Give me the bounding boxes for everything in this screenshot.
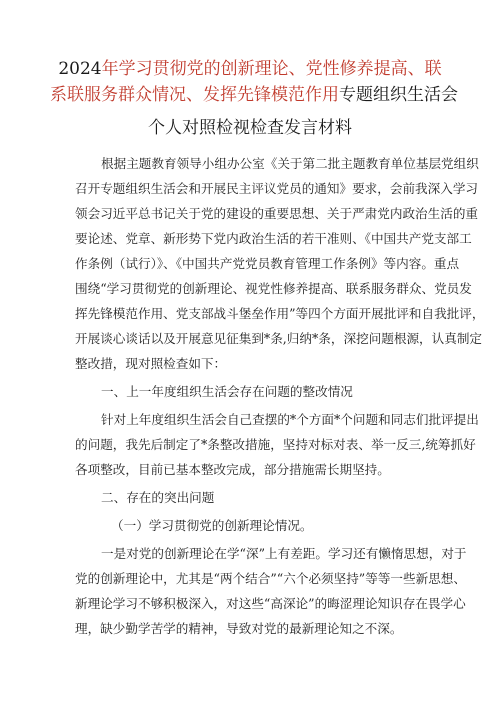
subsection-heading: （一）学习贯彻党的创新理论情况。 [111, 518, 313, 533]
title-year: 2024 [58, 59, 102, 79]
paragraph-line: 党的创新理论中，尤其是“两个结合”“六个必须坚持”等等一些新思想、 [75, 571, 466, 586]
paragraph-line: 理，缺少勤学苦学的精神，导致对党的最新理论知之不深。 [75, 621, 403, 636]
paragraph-line: 根据主题教育领导小组办公室《关于第二批主题教育单位基层党组织 [101, 156, 479, 171]
paragraph-line: 各项整改，目前已基本整改完成，部分措施需长期坚持。 [75, 462, 390, 477]
paragraph-line: 的问题，我先后制定了*条整改措施，坚持对标对表、举一反三,统筹抓好 [75, 437, 476, 452]
title-line-2-text: 系联服务群众情况、发挥先锋模范作用 [50, 85, 339, 105]
title-line-2 [50, 82, 458, 108]
paragraph-line: 新理论学习不够积极深入，对这些“高深论”的晦涩理论知识存在畏学心 [75, 596, 466, 611]
paragraph-line: 要论述、党章、新形势下党内政治生活的若干准则、《中国共产党支部工 [75, 231, 472, 246]
paragraph-line: 挥先锋模范作用、党支部战斗堡垒作用”等四个方面开展批评和自我批评， [75, 306, 485, 321]
paragraph-line: 整改措，现对照检查如下： [75, 356, 227, 371]
paragraph-line: 领会习近平总书记关于党的建设的重要思想、关于严肃党内政治生活的重 [75, 206, 478, 221]
paragraph-line: 召开专题组织生活会和开展民主评议党员的通知》要求，会前我深入学习 [75, 181, 478, 196]
section-heading: 二、存在的突出问题 [101, 490, 215, 505]
title-line-1-text: 年学习贯彻党的创新理论、党性修养提高、联 [101, 59, 442, 79]
paragraph-line: 作条例（试行）》、《中国共产党党员教育管理工作条例》等内容。重点 [75, 256, 460, 271]
paragraph-line: 围绕“学习贯彻党的创新理论、视党性修养提高、联系服务群众、党员发 [75, 281, 472, 296]
document-subtitle: 个人对照检视检查发言材料 [148, 118, 352, 138]
document-title [50, 56, 458, 108]
title-line-1 [50, 56, 450, 82]
paragraph-line: 开展谈心谈话以及开展意见征集到*条,归纳*条，深挖问题根源，认真制定 [75, 331, 483, 346]
title-line-2-suffix: 专题组织生活会 [339, 85, 458, 105]
paragraph-line: 一是对党的创新理论在学“深”上有差距。学习还有懒惰思想，对于 [101, 546, 467, 561]
paragraph-line: 针对上年度组织生活会自己查摆的*个方面*个问题和同志们批评提出 [101, 412, 479, 427]
section-heading: 一、上一年度组织生活会存在问题的整改情况 [101, 384, 353, 399]
